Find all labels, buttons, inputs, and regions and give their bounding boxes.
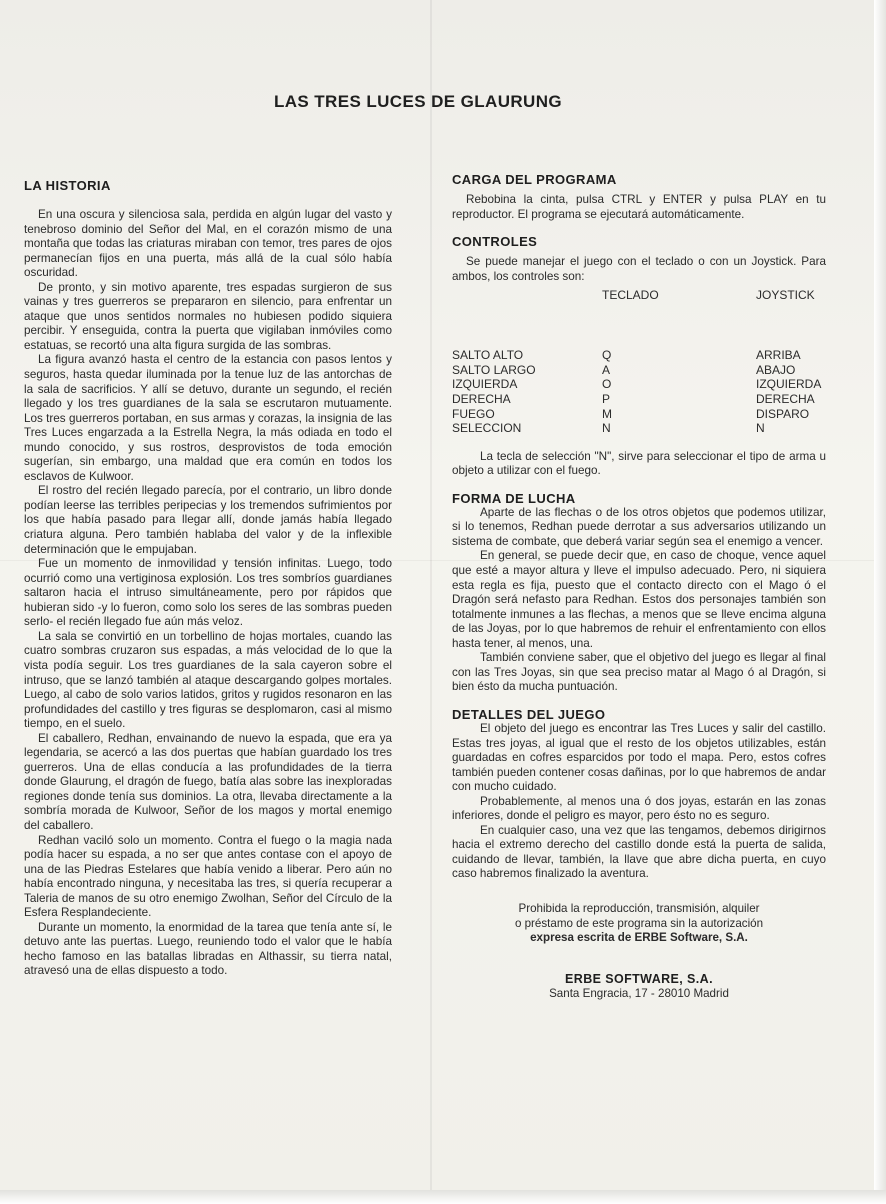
table-row — [452, 392, 826, 407]
historia-paragraph: Durante un momento, la enormidad de la tarea que tenía ante sí, le detuvo ante las puertas. Luego, reuniendo todo el valor que le había hecho famoso en las batallas libradas en Althassir, su tierra natal, atravesó una de ellas dispuesto a todo. — [24, 920, 392, 978]
legal-line: o préstamo de este programa sin la autorización — [514, 916, 764, 930]
control-action: IZQUIERDA — [452, 377, 518, 392]
carga-heading: CARGA DEL PROGRAMA — [452, 172, 617, 187]
control-action: SELECCION — [452, 421, 522, 436]
carga-text: Rebobina la cinta, pulsa CTRL y ENTER y pulsa PLAY en tu reproductor. El programa se ejecutará automáticamente. — [452, 193, 826, 221]
detalles-paragraph: En cualquier caso, una vez que las tengamos, debemos dirigirnos hacia el extremo derecho del castillo donde está la puerta de salida, cuidando de llevar, también, la llave que abre dicha puerta, en cuyo caso habremos finalizado la aventura. — [452, 823, 826, 881]
control-joy: ABAJO — [756, 362, 796, 377]
control-action: SALTO LARGO — [452, 362, 536, 377]
control-action: DERECHA — [452, 391, 511, 406]
detalles-paragraph: Probablemente, al menos una ó dos joyas, estarán en las zonas inferiores, donde el peligro es mayor, pero ésto no es seguro. — [452, 794, 826, 823]
right-column — [452, 172, 826, 1001]
col-header-joystick: JOYSTICK — [756, 288, 815, 303]
historia-paragraph: La figura avanzó hasta el centro de la estancia con pasos lentos y seguros, hasta quedar iluminada por la tenue luz de las antorchas de la sala de sacrificios. Y allí se detuvo, durante un segundo, el recién llegado y los tres guardianes de la sala se escrutaron mutuamente. Los tres guerreros portaban, en sus armas y corazas, la insignia de las Tres Luces engarzada a la Estrella Negra, la más odiada en todo el mundo conocido, y sus rostros, desprovistos de toda emoción sugerían, sin embargo, una maldad que era común en todos los esclavos de Kulwoor. — [24, 353, 392, 483]
lucha-paragraph: También conviene saber, que el objetivo del juego es llegar al final con las Tres Joyas, sin que sea preciso matar al Mago ó al Dragón, si bien ésto da mucha puntuación. — [452, 651, 826, 694]
paper-edge — [0, 1190, 886, 1204]
historia-paragraph: De pronto, y sin motivo aparente, tres espadas surgieron de sus vainas y tres guerreros se prepararon en silencio, para enfrentar un ataque que unos sentidos normales no hubiesen podido siquiera percibir. Y enseguida, contra la puerta que vigilaban inmóviles como estatuas, se recortó una alta figura surgida de las sombras. — [24, 280, 392, 352]
historia-paragraph: Fue un momento de inmovilidad y tensión infinitas. Luego, todo ocurrió como una vertiginosa explosión. Los tres sombríos guardianes saltaron hacia el intruso simultáneamente, pero por rápidos que hubieran sido -y lo fueron, como solo los seres de las sombras pueden serlo- el recién llegado fue aún más veloz. — [24, 557, 392, 629]
historia-section — [24, 178, 392, 979]
control-key: M — [602, 406, 612, 421]
legal-line: expresa escrita de ERBE Software, S.A. — [530, 931, 748, 945]
control-key: Q — [602, 348, 612, 363]
control-joy: DISPARO — [756, 406, 810, 421]
control-key: N — [602, 421, 611, 436]
control-key: A — [602, 362, 611, 377]
company-address: Santa Engracia, 17 - 28010 Madrid — [549, 986, 729, 1000]
detalles-paragraph: El objeto del juego es encontrar las Tres Luces y salir del castillo. Estas tres joyas, al igual que el resto de los objetos utilizables, están guardadas en cofres esparcidos por todo el mapa. Pero, estos cofres también pueden contener cosas dañinas, por lo que habremos de andar con mucho cuidado. — [452, 721, 826, 794]
historia-paragraph: En una oscura y silenciosa sala, perdida en algún lugar del vasto y tenebroso dominio del Señor del Mal, en el corazón mismo de una montaña que todas las criaturas miraban con temor, tres pares de ojos permanecían fijos en una puerta, más allá de la cual sólo había oscuridad. — [24, 208, 392, 280]
lucha-paragraph: En general, se puede decir que, en caso de choque, vence aquel que esté a mayor altura y lleve el impulso adecuado. Pero, ni siquiera esta regla es fija, puesto que el contacto directo con el Mago ó el Dragón será nefasto para Redhan. Estos dos personajes también son totalmente inmunes a las flechas, a menos que se lleve encima alguna de las Joyas, por lo que habremos de rehuir el enfrentamiento con ellos hasta tener, al menos, una. — [452, 549, 826, 650]
company-name: ERBE SOFTWARE, S.A. — [565, 971, 713, 986]
controls-table — [452, 284, 826, 436]
control-joy: ARRIBA — [756, 348, 801, 363]
table-row — [452, 348, 826, 363]
legal-notice — [452, 902, 826, 946]
detalles-heading: DETALLES DEL JUEGO — [452, 706, 606, 722]
control-joy: IZQUIERDA — [756, 377, 822, 392]
historia-paragraph: El rostro del recién llegado parecía, por el contrario, un libro donde podían leerse las terribles peripecias y los tremendos sufrimientos por los que había pasado para llegar allí, donde jamás había llegado criatura alguna. Pero también hablaba del valor y de la inflexible determinación que le empujaban. — [24, 484, 392, 556]
control-action: FUEGO — [452, 406, 495, 421]
historia-heading: LA HISTORIA — [24, 178, 111, 193]
paper-edge — [874, 0, 886, 1204]
control-key: O — [602, 377, 612, 392]
legal-line: Prohibida la reproducción, transmisión, alquiler — [518, 901, 760, 915]
table-row — [452, 407, 826, 422]
table-row — [452, 377, 826, 392]
control-joy: N — [756, 421, 765, 436]
page-title: LAS TRES LUCES DE GLAURUNG — [273, 92, 563, 111]
historia-paragraph: La sala se convirtió en un torbellino de hojas mortales, cuando las cuatro sombras cruzaron sus espadas, a más velocidad de lo que la vista podía seguir. Los tres guardianes de la sala cayeron sobre el intruso, que se lanzó también al ataque descargando golpes mortales. Luego, al cabo de solo varios latidos, gritos y rugidos resonaron en las profundidades del castillo y tres figuras se desplomaron, casi al mismo tiempo, en el suelo. — [24, 629, 392, 731]
control-joy: DERECHA — [756, 391, 815, 406]
historia-paragraph: Redhan vaciló solo un momento. Contra el fuego o la magia nada podía hacer su espada, a no ser que antes contase con el apoyo de una de las Piedras Estelares que había venido a liberar. Pero aún no había encontrado ninguna, y necesitaba las tres, si quería recuperar a Taleria de manos de su otro enemigo Zwolhan, Señor del Círculo de la Esfera Resplandeciente. — [24, 833, 392, 920]
historia-paragraph: El caballero, Redhan, envainando de nuevo la espada, que era ya legendaria, se acercó a las dos puertas que habían guardado los tres guerreros. Una de ellas conducía a las profundidades de la tierra donde Glaurung, el dragón de fuego, batía alas sobre las inexploradas regiones donde tenía sus dominios. La otra, llevaba directamente a la sombría morada de Kulwoor, Señor de los magos y mortal enemigo del caballero. — [24, 731, 392, 832]
lucha-paragraph: Aparte de las flechas o de los otros objetos que podemos utilizar, si lo tenemos, Redhan puede derrotar a sus adversarios utilizando un sistema de combate, que deberá variar según sea el enemigo a vencer. — [452, 505, 826, 548]
fold-crease — [430, 0, 432, 1204]
controles-note: La tecla de selección "N", sirve para seleccionar el tipo de arma u objeto a utilizar con el fuego. — [452, 449, 826, 478]
col-header-teclado: TECLADO — [602, 288, 659, 303]
lucha-heading: FORMA DE LUCHA — [452, 490, 576, 506]
control-key: P — [602, 391, 611, 406]
controles-intro: Se puede manejar el juego con el teclado o con un Joystick. Para ambos, los controles son: — [452, 255, 826, 283]
control-action: SALTO ALTO — [452, 348, 524, 363]
table-row — [452, 421, 826, 436]
table-row — [452, 363, 826, 378]
controles-heading: CONTROLES — [452, 234, 538, 250]
